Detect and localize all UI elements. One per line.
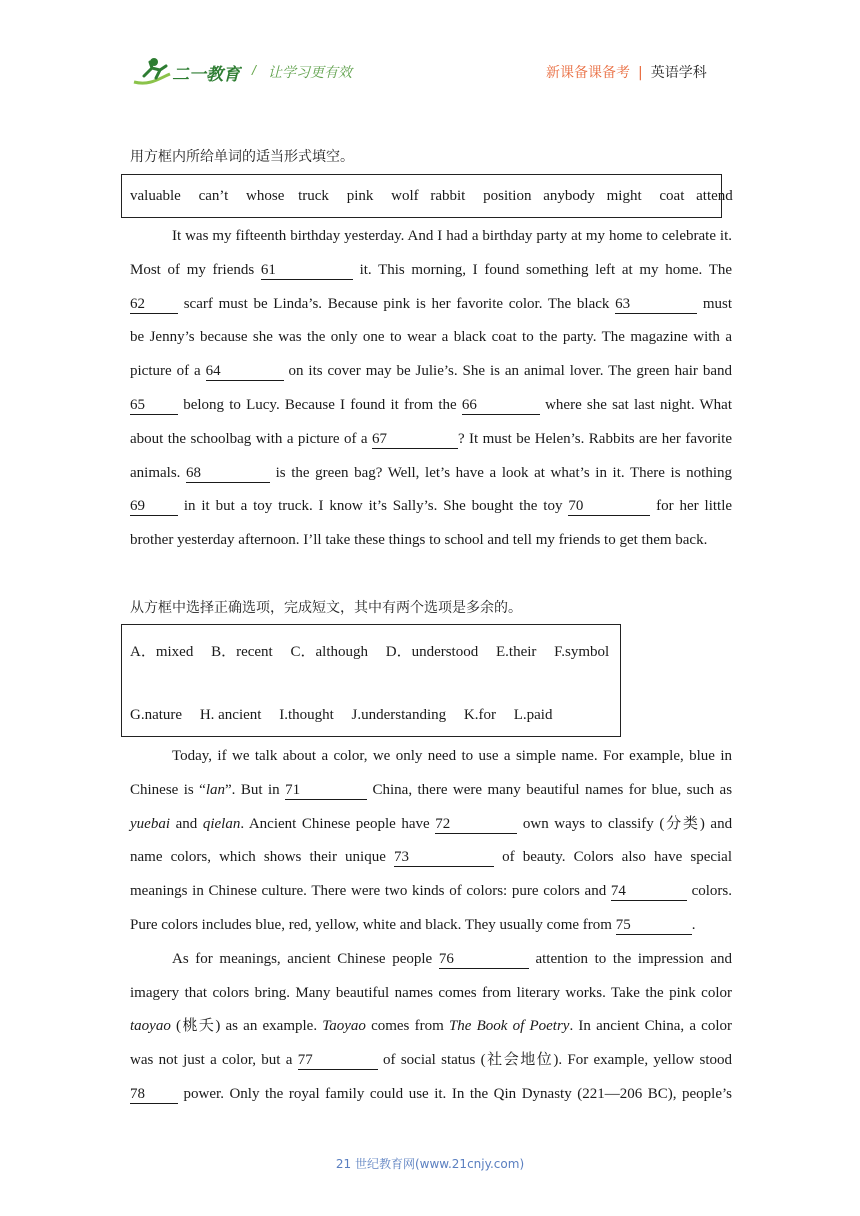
word-option: wolf (391, 188, 419, 204)
word-option: attend (696, 188, 733, 204)
option-item: K.for (463, 707, 496, 723)
word-option: position (483, 188, 532, 204)
passage-line: taoyao (桃夭) as an example. Taoyao comes from The Book of Poetry. In ancient China, a color (130, 1018, 733, 1035)
page-header (0, 0, 860, 100)
passage-line: Chinese is “lan”. But in 71 China, there were many beautiful names for blue, such as (130, 781, 733, 798)
passage-line: 69 in it but a toy truck. I know it’s Sally’s. She bought the toy 70 for her little (130, 498, 733, 515)
passage-line: As for meanings, ancient Chinese people 76 attention to the impression and (172, 950, 733, 967)
passage-line: Today, if we talk about a color, we only need to use a simple name. For example, blue in (172, 748, 732, 764)
passage-line: 62 scarf must be Linda’s. Because pink is her favorite color. The black 63 must (130, 295, 733, 312)
blank-67[interactable]: 67 (372, 431, 458, 449)
option-item: J.understanding (351, 707, 447, 723)
passage-line: animals. 68 is the green bag? Well, let’s have a look at what’s in it. There is nothing (130, 464, 733, 481)
section1-instruction: 用方框内所给单词的适当形式填空。 (130, 149, 354, 165)
blank-78[interactable]: 78 (130, 1086, 178, 1104)
blank-74[interactable]: 74 (611, 883, 687, 901)
blank-69[interactable]: 69 (130, 498, 178, 516)
option-row (130, 640, 609, 661)
slogan-divider: / (252, 62, 256, 78)
passage-line: 78 power. Only the royal family could use it. In the Qin Dynasty (221—206 BC), people’s (130, 1085, 733, 1102)
option-item: C．although (290, 644, 368, 660)
blank-76[interactable]: 76 (439, 951, 529, 969)
blank-62[interactable]: 62 (130, 296, 178, 314)
option-item: A．mixed (130, 644, 194, 660)
blank-61[interactable]: 61 (261, 262, 353, 280)
logo-text: 二一教育 (172, 65, 240, 85)
word-option: pink (346, 188, 374, 204)
logo-icon (130, 56, 242, 88)
option-item: L.paid (513, 707, 553, 723)
footer[interactable]: 21 世纪教育网(www.21cnjy.com) (335, 1157, 525, 1171)
blank-65[interactable]: 65 (130, 397, 178, 415)
option-box (121, 624, 621, 737)
passage-line: was not just a color, but a 77 of social status (社会地位). For example, yellow stood (130, 1052, 733, 1069)
word-option: coat (659, 188, 685, 204)
blank-63[interactable]: 63 (615, 296, 697, 314)
word-option: can’t (198, 188, 229, 204)
blank-71[interactable]: 71 (285, 782, 367, 800)
option-row (130, 707, 552, 724)
passage-line: yuebai and qielan. Ancient Chinese people have 72 own ways to classify (分类) and (130, 815, 733, 832)
option-item: E.their (495, 644, 537, 660)
option-item: F.symbol (554, 644, 610, 660)
passage-line: 65 belong to Lucy. Because I found it from the 66 where she sat last night. What (130, 396, 733, 413)
word-option: anybody (543, 188, 595, 204)
section2-instruction: 从方框中选择正确选项，完成短文，其中有两个选项是多余的。 (130, 600, 522, 616)
course-label: 新课备课备考 (546, 65, 630, 81)
option-item: H. ancient (199, 707, 262, 723)
slogan: 让学习更有效 (268, 65, 352, 81)
subject-label: 英语学科 (650, 65, 707, 81)
word-option: might (606, 188, 642, 204)
word-option: rabbit (430, 188, 466, 204)
word-option: whose (246, 188, 285, 204)
blank-64[interactable]: 64 (206, 363, 284, 381)
passage-line: It was my fifteenth birthday yesterday. And I had a birthday party at my home to celebrate it. (172, 228, 732, 244)
word-option: valuable (130, 188, 181, 204)
passage-line: Most of my friends 61 it. This morning, I found something left at my home. The (130, 261, 733, 278)
blank-68[interactable]: 68 (186, 465, 270, 483)
option-item: I.thought (279, 707, 334, 723)
passage-line: brother yesterday afternoon. I’ll take these things to school and tell my friends to get them back. (130, 532, 708, 549)
passage-line: Pure colors includes blue, red, yellow, white and black. They usually come from 75 . (130, 916, 696, 933)
option-item: G.nature (130, 707, 183, 723)
passage-line: imagery that colors bring. Many beautiful names comes from literary works. Take the pink color (130, 984, 732, 1001)
blank-73[interactable]: 73 (394, 849, 494, 867)
header-separator: | (638, 65, 643, 81)
option-item: D．understood (385, 644, 479, 660)
blank-70[interactable]: 70 (568, 498, 650, 516)
blank-75[interactable]: 75 (616, 917, 692, 935)
header-right (546, 62, 707, 82)
blank-77[interactable]: 77 (298, 1052, 378, 1070)
passage-line: about the schoolbag with a picture of a 67 ? It must be Helen’s. Rabbits are her favorite (130, 430, 732, 447)
passage-1 (130, 220, 732, 558)
word-option: truck (298, 188, 329, 204)
blank-66[interactable]: 66 (462, 397, 540, 415)
passage-line: picture of a 64 on its cover may be Julie’s. She is an animal lover. The green hair band (130, 363, 732, 380)
passage-line: meanings in Chinese culture. There were two kinds of colors: pure colors and 74 colors. (130, 883, 733, 900)
passage-line: be Jenny’s because she was the only one to wear a black coat to the party. The magazine with a (130, 329, 732, 346)
word-box (121, 174, 733, 218)
word-box-list (130, 188, 733, 205)
passage-line: name colors, which shows their unique 73 of beauty. Colors also have special (130, 849, 733, 866)
blank-72[interactable]: 72 (435, 816, 517, 834)
option-item: B．recent (211, 644, 273, 660)
passage-2 (130, 740, 732, 1112)
